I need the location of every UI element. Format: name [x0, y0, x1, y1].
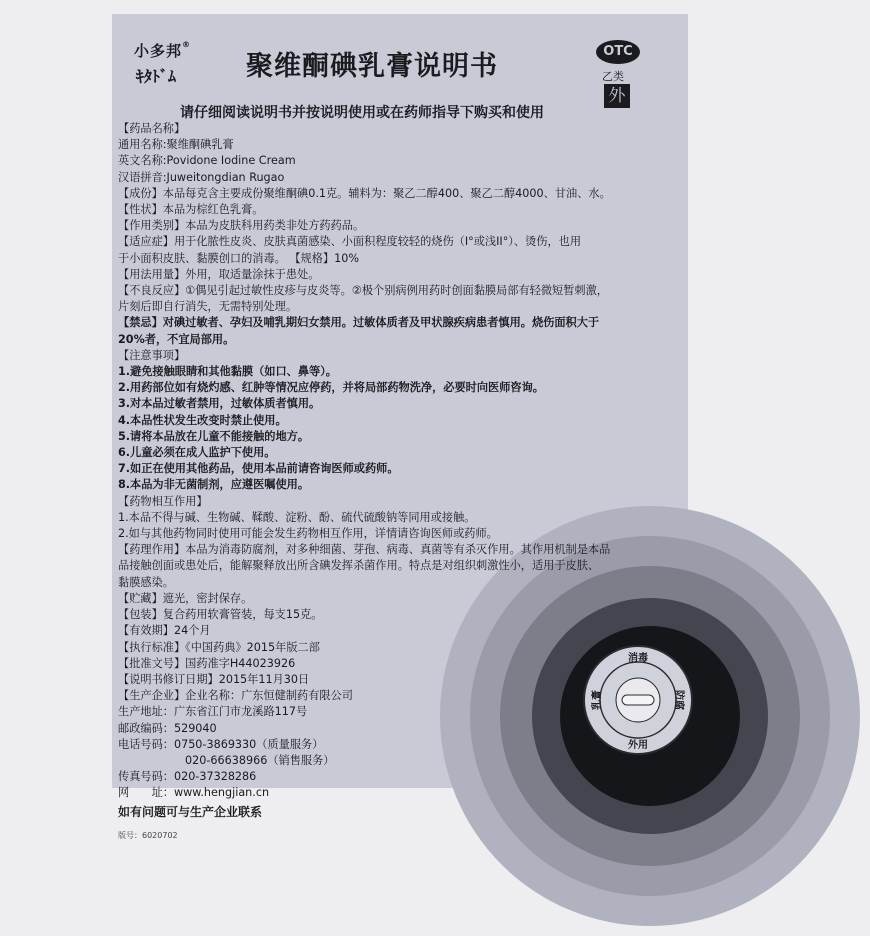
info-label: 【适应症】: [118, 235, 174, 249]
package-text: 复合药用软膏管装，每支15克。: [162, 608, 323, 622]
info-text: ①偶见引起过敏性皮疹与皮炎等。②极个别病例用药时创面黏膜局部有轻微短暂刺激，: [185, 284, 608, 298]
contraindication-line: 【禁忌】对碘过敏者、孕妇及哺乳期妇女禁用。过敏体质者及甲状腺疾病患者慎用。烧伤面积大于: [118, 316, 600, 330]
info-line: [118, 202, 684, 218]
info-line: [118, 153, 684, 169]
info-label: 【药品名称】: [118, 122, 186, 135]
address-text: 广东省江门市龙溪路117号: [173, 705, 308, 719]
info-text: 本品为皮肤科用药类非处方药药品。: [185, 219, 365, 233]
storage-line: [118, 591, 684, 607]
info-text: Juweitongdian Rugao: [166, 170, 285, 184]
info-line: [118, 299, 684, 315]
precaution-item: 4.本品性状发生改变时禁止使用。: [118, 413, 287, 427]
validity-text: 24个月: [173, 624, 211, 638]
external-use-badge: 外: [604, 84, 630, 108]
precaution-item: 1.避免接触眼睛和其他黏膜（如口、鼻等）。: [118, 365, 337, 379]
standard-text: 《中国药典》2015年版二部: [185, 640, 320, 654]
info-line: [118, 218, 684, 234]
approval-text: 国药准字H44023926: [185, 656, 296, 670]
company-name: 广东恒健制药有限公司: [241, 689, 353, 703]
approval-label: 【批准文号】: [118, 656, 186, 670]
info-line: [118, 121, 684, 137]
info-label: 通用名称:: [118, 138, 167, 152]
storage-label: 【贮藏】: [118, 591, 163, 605]
phone-sales: 020-66638966（销售服务）: [185, 753, 335, 767]
info-line: [118, 137, 684, 153]
info-text: Povidone Iodine Cream: [166, 154, 296, 168]
precaution-item: 5.请将本品放在儿童不能接触的地方。: [118, 429, 310, 443]
info-label: 汉语拼音:: [118, 170, 167, 184]
leaflet-page: [112, 14, 688, 840]
phone-label: 电话号码：: [118, 737, 174, 751]
package-line: [118, 607, 684, 623]
info-text: 外用，取适量涂抹于患处。: [185, 267, 320, 281]
phone-quality: 0750-3869330（质量服务）: [173, 737, 324, 751]
interaction-item: 2.如与其他药物同时使用可能会发生药物相互作用，详情请咨询医师或药师。: [118, 527, 498, 541]
info-text: 本品为棕红色乳膏。: [162, 203, 264, 217]
document-title: 聚维酮碘乳膏说明书: [246, 51, 498, 82]
usage-warning: 请仔细阅读说明书并按说明使用或在药师指导下购买和使用: [180, 105, 544, 121]
info-text: 于小面积皮肤、黏膜创口的消毒。 【规格】10%: [118, 251, 359, 265]
postcode-text: 529040: [173, 721, 217, 735]
seal-bottom-text: 外用: [628, 740, 648, 751]
info-text: 聚维酮碘乳膏: [166, 138, 234, 152]
seal-top-text: 消毒: [628, 653, 648, 664]
validity-label: 【有效期】: [118, 624, 174, 638]
postcode-label: 邮政编码：: [118, 721, 174, 735]
pharmacology-label: 【药理作用】: [118, 543, 186, 557]
brand-name: 小多邦: [134, 42, 183, 60]
info-text: 片刻后即自行消失，无需特别处理。: [118, 300, 298, 314]
pharmacology-line: 品接触创面或患处后，能解聚释放出所含碘发挥杀菌作用。特点是对组织刺激性小，适用于皮肤、: [118, 559, 600, 573]
seal-left-text: 乳膏: [592, 690, 603, 710]
info-line: [118, 251, 684, 267]
precaution-item: 2.用药部位如有烧灼感、红肿等情况应停药，并将局部药物洗净，必要时向医师咨询。: [118, 381, 544, 395]
seal-right-text: 防腐: [673, 690, 684, 710]
info-line: [118, 170, 684, 186]
address-label: 生产地址：: [118, 705, 174, 719]
brand-logo: [134, 40, 191, 61]
precaution-item: 7.如正在使用其他药品，使用本品前请咨询医师或药师。: [118, 462, 399, 476]
website-text: www.hengjian.cn: [173, 786, 270, 800]
standard-label: 【执行标准】: [118, 640, 186, 654]
website-label: 网 址：: [118, 786, 174, 800]
info-label: 【不良反应】: [118, 284, 186, 298]
product-seal: [582, 644, 694, 756]
info-label: 【成份】: [118, 186, 163, 200]
precautions-heading: 【注意事项】: [118, 348, 186, 362]
info-text: 本品每克含主要成份聚维酮碘0.1克。辅料为：聚乙二醇400、聚乙二醇4000、甘油、水。: [162, 186, 611, 200]
otc-class: 乙类: [602, 70, 624, 83]
info-label: 【性状】: [118, 203, 163, 217]
website-line: [118, 785, 684, 801]
brand-sub-logo: ｷﾀﾄﾞﾑ: [136, 67, 177, 86]
interaction-item: 1.本品不得与碱、生物碱、鞣酸、淀粉、酚、硫代硫酸钠等同用或接触。: [118, 510, 476, 524]
info-label: 【用法用量】: [118, 267, 186, 281]
fax-label: 传真号码：: [118, 770, 174, 784]
basic-info-section: [118, 121, 684, 315]
storage-text: 遮光，密封保存。: [162, 591, 253, 605]
info-line: [118, 186, 684, 202]
info-line: [118, 267, 684, 283]
pharmacology-line: [118, 542, 684, 558]
info-label: 英文名称:: [118, 154, 167, 168]
info-text: 用于化脓性皮炎、皮肤真菌感染、小面积程度较轻的烧伤（I°或浅II°）、烫伤，也用: [173, 235, 582, 249]
interactions-heading: 【药物相互作用】: [118, 494, 208, 508]
registered-mark: ®: [182, 40, 192, 49]
version-number: 版号：6020702: [118, 830, 178, 840]
package-label: 【包装】: [118, 608, 163, 622]
revision-label: 【说明书修订日期】: [118, 672, 219, 686]
precaution-item: 3.对本品过敏者禁用，过敏体质者慎用。: [118, 397, 321, 411]
precaution-item: 6.儿童必须在成人监护下使用。: [118, 446, 276, 460]
precaution-item: 8.本品为非无菌制剂，应遵医嘱使用。: [118, 478, 310, 492]
contact-note: 如有问题可与生产企业联系: [118, 804, 263, 819]
company-label: 企业名称：: [185, 689, 242, 703]
fax-line: [118, 769, 684, 785]
pharmacology-line: 黏膜感染。: [118, 575, 174, 589]
contraindication-line: 20%者，不宜局部用。: [118, 332, 235, 346]
pharmacology-text: 本品为消毒防腐剂，对多种细菌、芽孢、病毒、真菌等有杀灭作用。其作用机制是本品: [185, 543, 611, 557]
validity-line: [118, 623, 684, 639]
fax-text: 020-37328286: [173, 770, 257, 784]
manufacturer-label: 【生产企业】: [118, 689, 186, 703]
info-line: [118, 234, 684, 250]
info-line: [118, 283, 684, 299]
info-label: 【作用类别】: [118, 219, 186, 233]
revision-text: 2015年11月30日: [218, 672, 310, 686]
otc-badge: OTC: [596, 40, 640, 64]
